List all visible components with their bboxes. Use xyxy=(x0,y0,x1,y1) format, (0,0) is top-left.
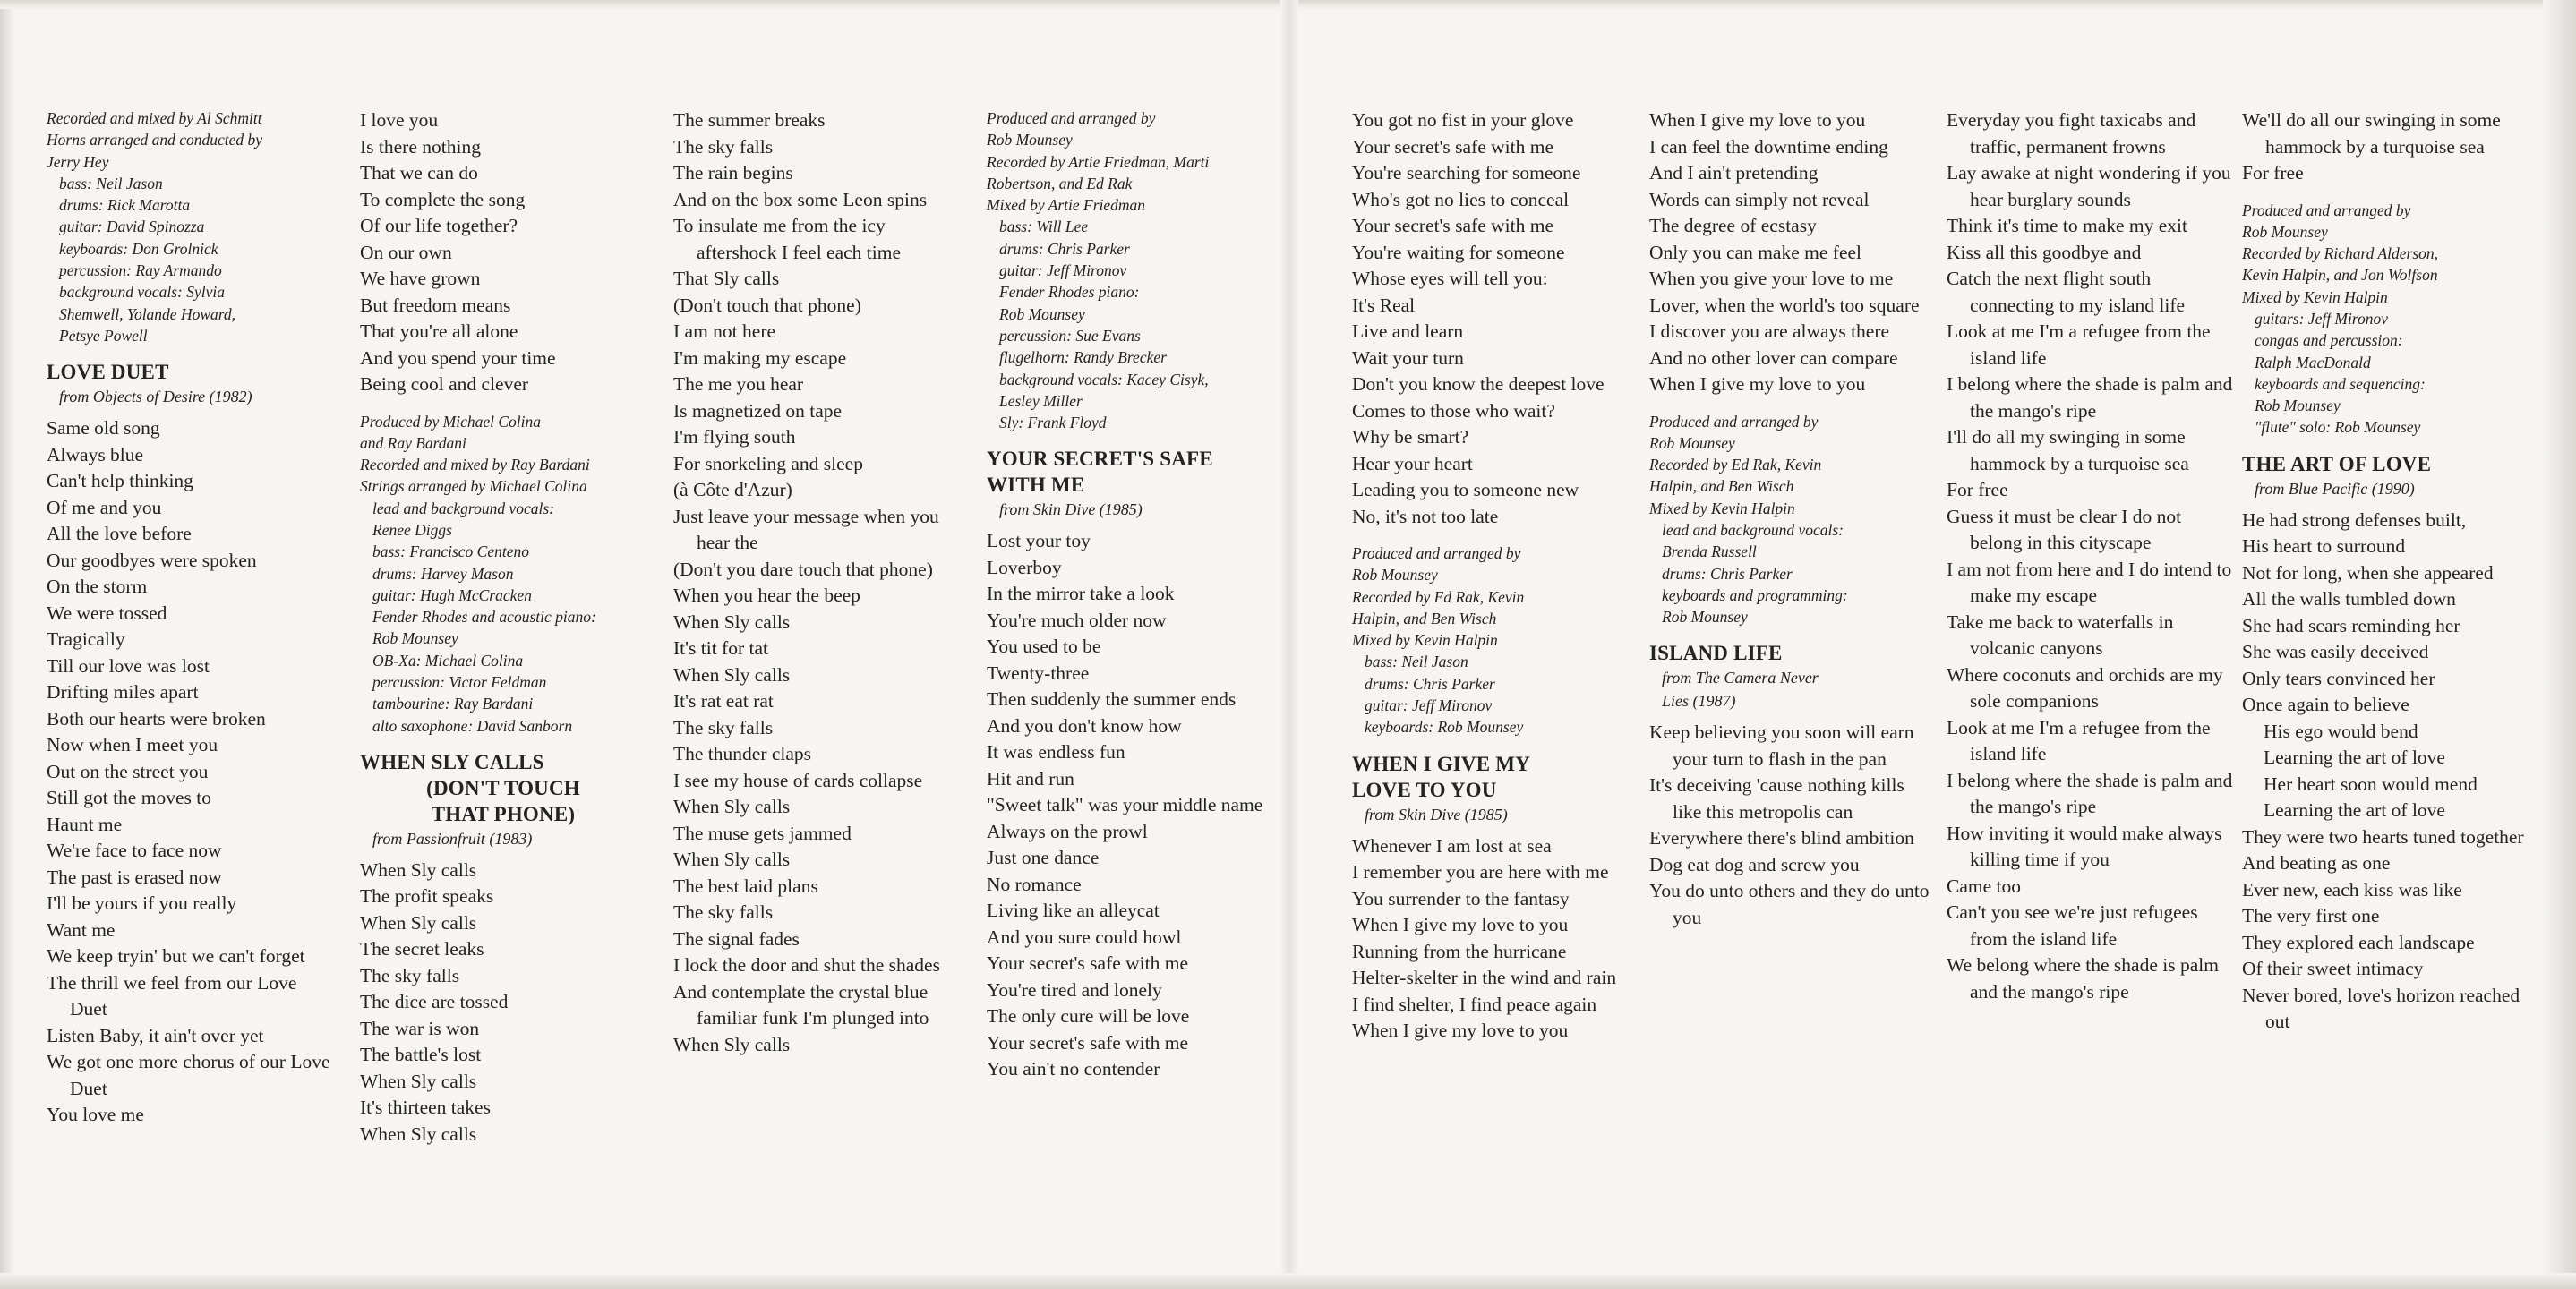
lyric-line: You surrender to the fantasy xyxy=(1352,887,1570,909)
lyric-line: And you sure could howl xyxy=(987,926,1182,948)
credit-line: Produced and arranged by xyxy=(1352,544,1521,562)
song-title: THAT PHONE) xyxy=(431,802,576,825)
lyric-line: Catch the next flight south connecting to my island life xyxy=(1947,268,2186,316)
lyric-line: I'm flying south xyxy=(673,426,796,448)
lyric-line: Drifting miles apart xyxy=(47,681,199,704)
lyric-line: When I give my love to you xyxy=(1352,1020,1569,1042)
column-1 xyxy=(47,107,331,1129)
lyric-line: On our own xyxy=(360,241,452,263)
lyric-line: (Don't touch that phone) xyxy=(673,294,861,316)
lyric-line: When Sly calls xyxy=(360,1123,477,1145)
lyric-line: When Sly calls xyxy=(360,858,477,881)
lyric-line: All the walls tumbled down xyxy=(2242,588,2456,610)
lyric-line: Listen Baby, it ain't over yet xyxy=(47,1024,264,1046)
credit-line: congas and percussion: xyxy=(2255,331,2403,350)
lyric-line: She was easily deceived xyxy=(2242,641,2429,663)
lyric-line: Dog eat dog and screw you xyxy=(1649,853,1860,875)
lyric-line: The best laid plans xyxy=(673,875,818,897)
lyric-line: Running from the hurricane xyxy=(1352,940,1567,962)
lyric-line: And on the box some Leon spins xyxy=(673,188,928,210)
lyric-line: Hear your heart xyxy=(1352,452,1473,474)
lyric-line: The profit speaks xyxy=(360,885,494,908)
credit-line: background vocals: Sylvia xyxy=(59,283,225,302)
lyric-line: Words can simply not reveal xyxy=(1649,188,1870,210)
lyric-line: The sky falls xyxy=(360,964,460,986)
lyric-line: In the mirror take a look xyxy=(987,583,1175,605)
song-source: Lies (1987) xyxy=(1662,692,1736,711)
page-edge-bottom xyxy=(0,1273,2576,1289)
lyric-line: To insulate me from the icy aftershock I feel each time xyxy=(673,215,902,263)
column-6 xyxy=(1649,107,1938,931)
lyric-line: Your secret's safe with me xyxy=(1352,135,1554,158)
lyric-line: Want me xyxy=(47,918,116,941)
credit-line: drums: Chris Parker xyxy=(1662,564,1793,583)
lyric-line: Hit and run xyxy=(987,767,1074,790)
column-8 xyxy=(2242,107,2527,1036)
lyric-line: For snorkeling and sleep xyxy=(673,452,863,474)
credit-line: keyboards: Don Grolnick xyxy=(59,239,218,258)
credit-line: Fender Rhodes piano: xyxy=(999,283,1140,302)
credit-line: Kevin Halpin, and Jon Wolfson xyxy=(2242,266,2438,285)
lyric-line: Lost your toy xyxy=(987,530,1091,552)
lyric-line: The summer breaks xyxy=(673,109,826,131)
lyric-line: Loverboy xyxy=(987,556,1062,578)
spacer xyxy=(47,408,331,415)
lyric-line: You ain't no contender xyxy=(987,1058,1160,1080)
lyric-line: Not for long, when she appeared xyxy=(2242,561,2494,584)
spacer xyxy=(1352,738,1639,751)
lyric-line: You love me xyxy=(47,1104,144,1126)
lyric-line: Helter-skelter in the wind and rain xyxy=(1352,967,1617,989)
lyric-line: How inviting it would make always killing time if you xyxy=(1947,822,2222,870)
credit-line: flugelhorn: Randy Brecker xyxy=(999,348,1167,367)
lyric-line: Still got the moves to xyxy=(47,787,211,809)
lyric-line: For free xyxy=(2242,162,2304,184)
lyric-line: I remember you are here with me xyxy=(1352,861,1609,884)
lyric-line: The secret leaks xyxy=(360,938,484,960)
lyric-line: I am not from here and I do intend to make my escape xyxy=(1947,558,2232,606)
lyric-line: When you hear the beep xyxy=(673,585,860,606)
lyric-line: Who's got no lies to conceal xyxy=(1352,188,1570,210)
lyric-line: Comes to those who wait? xyxy=(1352,399,1555,422)
column-2 xyxy=(360,107,646,1148)
credit-line: Rob Mounsey xyxy=(2255,397,2341,415)
spacer xyxy=(987,433,1273,446)
credit-line: Strings arranged by Michael Colina xyxy=(360,477,587,496)
credit-line: Jerry Hey xyxy=(47,152,109,171)
lyric-line: It's thirteen takes xyxy=(360,1097,491,1119)
lyric-line: (Don't you dare touch that phone) xyxy=(673,558,933,580)
credit-line: percussion: Sue Evans xyxy=(999,326,1141,345)
lyric-line: The thrill we feel from our Love Duet xyxy=(47,971,297,1020)
credit-line: percussion: Victor Feldman xyxy=(372,673,547,692)
credit-line: Produced and arranged by xyxy=(987,109,1156,127)
lyric-line: But freedom means xyxy=(360,294,511,316)
spacer xyxy=(2242,439,2527,451)
lyric-line: The sky falls xyxy=(673,716,774,738)
credit-line: drums: Rick Marotta xyxy=(59,196,191,215)
lyric-line: The sky falls xyxy=(673,135,774,158)
credit-line: Petsye Powell xyxy=(59,326,148,345)
lyric-line: When Sly calls xyxy=(673,1033,791,1055)
lyric-line: We were tossed xyxy=(47,602,167,624)
lyric-line: Out on the street you xyxy=(47,760,209,782)
credit-line: Halpin, and Ben Wisch xyxy=(1649,477,1794,496)
lyric-line: Look at me I'm a refugee from the island life xyxy=(1947,320,2211,369)
lyric-line: And you spend your time xyxy=(360,346,556,369)
credit-line: Recorded by Richard Alderson, xyxy=(2242,244,2439,263)
credit-line: drums: Chris Parker xyxy=(1365,674,1495,693)
lyric-line: You're tired and lonely xyxy=(987,978,1162,1001)
song-source: from Blue Pacific (1990) xyxy=(2255,479,2415,498)
lyric-line: When you give your love to me xyxy=(1649,268,1894,289)
book-gutter xyxy=(1280,0,1298,1289)
lyric-line: It's rat eat rat xyxy=(673,690,774,712)
lyric-line: I discover you are always there xyxy=(1649,320,1890,342)
credit-line: Halpin, and Ben Wisch xyxy=(1352,609,1497,627)
lyric-line: And you don't know how xyxy=(987,714,1182,737)
lyric-line: Ever new, each kiss was like xyxy=(2242,878,2462,901)
credit-line: Rob Mounsey xyxy=(1649,433,1735,452)
lyric-line: Your secret's safe with me xyxy=(1352,215,1554,236)
lyric-line: They were two hearts tuned together xyxy=(2242,825,2524,848)
credit-line: Renee Diggs xyxy=(372,520,452,539)
credit-line: Recorded and mixed by Ray Bardani xyxy=(360,456,590,474)
lyric-line: Can't help thinking xyxy=(47,470,193,492)
lyric-line: I love you xyxy=(360,109,439,131)
lyric-line: Guess it must be clear I do not belong in this cityscape xyxy=(1947,505,2182,553)
lyric-line: You're much older now xyxy=(987,609,1167,631)
lyric-line: It was endless fun xyxy=(987,741,1125,764)
spacer xyxy=(360,850,646,858)
lyric-line: Lover, when the world's too square xyxy=(1649,294,1920,316)
credit-line: Horns arranged and conducted by xyxy=(47,131,263,149)
lyric-line: Then suddenly the summer ends xyxy=(987,688,1237,711)
lyric-line: We're face to face now xyxy=(47,840,222,862)
credit-line: bass: Will Lee xyxy=(999,218,1089,236)
lyric-line: Don't you know the deepest love xyxy=(1352,373,1605,395)
lyric-line: And no other lover can compare xyxy=(1649,346,1898,369)
credit-line: guitar: Hugh McCracken xyxy=(372,585,532,604)
lyric-line: I am not here xyxy=(673,320,776,342)
lyric-line: The rain begins xyxy=(673,162,793,184)
lyric-line: He had strong defenses built, xyxy=(2242,508,2467,531)
credit-line: Mixed by Kevin Halpin xyxy=(2242,287,2388,306)
song-title: ISLAND LIFE xyxy=(1649,642,1783,665)
lyric-line: Think it's time to make my exit xyxy=(1947,215,2188,236)
credit-line: alto saxophone: David Sanborn xyxy=(372,716,573,735)
lyric-line: It's tit for tat xyxy=(673,637,768,659)
credit-line: keyboards and sequencing: xyxy=(2255,374,2426,393)
song-title: LOVE TO YOU xyxy=(1352,778,1497,801)
song-source: from Passionfruit (1983) xyxy=(372,829,533,848)
lyric-line: All the love before xyxy=(47,523,192,545)
lyric-line: I see my house of cards collapse xyxy=(673,769,923,791)
song-title: WHEN I GIVE MY xyxy=(1352,752,1530,775)
credit-line: lead and background vocals: xyxy=(372,499,554,517)
lyric-line: I'm making my escape xyxy=(673,346,847,369)
credit-line: background vocals: Kacey Cisyk, xyxy=(999,370,1209,388)
lyric-line: Leading you to someone new xyxy=(1352,479,1579,500)
credit-line: bass: Francisco Centeno xyxy=(372,542,529,561)
column-4 xyxy=(987,107,1273,1083)
lyric-line: No romance xyxy=(987,873,1082,895)
lyric-line: Till our love was lost xyxy=(47,654,210,677)
credit-line: lead and background vocals: xyxy=(1662,520,1844,539)
lyric-line: When Sly calls xyxy=(673,796,791,817)
spacer xyxy=(1352,530,1639,542)
lyric-line: We got one more chorus of our Love Duet xyxy=(47,1051,330,1099)
credit-line: Mixed by Kevin Halpin xyxy=(1649,499,1795,517)
lyric-line: Living like an alleycat xyxy=(987,900,1160,922)
credit-line: drums: Harvey Mason xyxy=(372,564,514,583)
lyric-line: Came too xyxy=(1947,875,2021,897)
lyric-line: That Sly calls xyxy=(673,268,780,289)
credit-line: drums: Chris Parker xyxy=(999,239,1130,258)
credit-line: "flute" solo: Rob Mounsey xyxy=(2255,418,2421,437)
credit-line: and Ray Bardani xyxy=(360,433,466,452)
lyric-line: Look at me I'm a refugee from the island life xyxy=(1947,716,2211,764)
credit-line: Rob Mounsey xyxy=(1662,608,1748,627)
lyric-line: Always blue xyxy=(47,443,144,465)
lyric-line: Everyday you fight taxicabs and traffic, permanent frowns xyxy=(1947,109,2196,158)
song-title: THE ART OF LOVE xyxy=(2242,452,2432,475)
lyric-line: Everywhere there's blind ambition xyxy=(1649,827,1914,849)
lyric-line: Keep believing you soon will earn your turn to flash in the pan xyxy=(1649,721,1914,770)
page-edge-left xyxy=(0,0,14,1289)
credit-line: keyboards and programming: xyxy=(1662,585,1848,604)
lyric-line: Same old song xyxy=(47,417,160,440)
lyric-line: Whenever I am lost at sea xyxy=(1352,834,1552,857)
lyric-line: We have grown xyxy=(360,268,481,289)
lyric-line: Just leave your message when you hear the xyxy=(673,505,939,553)
lyric-line: When Sly calls xyxy=(673,849,791,870)
lyric-line: The degree of ecstasy xyxy=(1649,215,1817,236)
credit-line: bass: Neil Jason xyxy=(59,174,163,192)
lyric-line-indented: His ego would bend xyxy=(2264,720,2418,742)
lyric-line: That you're all alone xyxy=(360,320,518,342)
lyric-line: Only you can make me feel xyxy=(1649,241,1862,263)
lyric-line: Is magnetized on tape xyxy=(673,399,843,422)
spacer xyxy=(1649,713,1938,720)
credit-line: Rob Mounsey xyxy=(372,629,458,648)
spacer xyxy=(987,521,1273,528)
lyric-line: Your secret's safe with me xyxy=(987,952,1189,975)
credit-line: Sly: Frank Floyd xyxy=(999,414,1107,432)
credit-line: Rob Mounsey xyxy=(999,304,1085,323)
lyric-line: When I give my love to you xyxy=(1352,914,1569,936)
credit-line: Rob Mounsey xyxy=(1352,566,1438,585)
lyric-line: Now when I meet you xyxy=(47,734,218,756)
lyric-line: You got no fist in your glove xyxy=(1352,109,1574,131)
spacer xyxy=(47,346,331,359)
lyric-line: No, it's not too late xyxy=(1352,505,1499,527)
lyric-line: Being cool and clever xyxy=(360,373,529,395)
lyric-line: Your secret's safe with me xyxy=(987,1031,1189,1054)
credit-line: Recorded by Ed Rak, Kevin xyxy=(1649,456,1822,474)
lyric-line: Take me back to waterfalls in volcanic canyons xyxy=(1947,610,2174,659)
lyric-line: Always on the prowl xyxy=(987,820,1148,842)
credit-line: Recorded by Artie Friedman, Marti xyxy=(987,152,1210,171)
lyric-line: Twenty-three xyxy=(987,662,1090,684)
lyric-line-indented: Learning the art of love xyxy=(2264,799,2445,822)
lyric-line: The past is erased now xyxy=(47,866,222,888)
lyric-line: That we can do xyxy=(360,162,478,184)
credit-line: Produced and arranged by xyxy=(2242,201,2411,219)
lyric-line: Kiss all this goodbye and xyxy=(1947,241,2142,263)
lyric-line: Both our hearts were broken xyxy=(47,707,266,730)
credit-line: Shemwell, Yolande Howard, xyxy=(59,304,236,323)
lyric-line: To complete the song xyxy=(360,188,526,210)
lyric-line: Of their sweet intimacy xyxy=(2242,958,2424,980)
credit-line: percussion: Ray Armando xyxy=(59,261,222,280)
lyric-line: She had scars reminding her xyxy=(2242,614,2460,636)
lyric-line: You're waiting for someone xyxy=(1352,241,1565,263)
lyric-line: When I give my love to you xyxy=(1649,109,1866,131)
column-3 xyxy=(673,107,962,1058)
credit-line: Ralph MacDonald xyxy=(2255,353,2371,371)
spacer xyxy=(1649,398,1938,411)
column-7 xyxy=(1947,107,2235,1005)
lyric-line: I can feel the downtime ending xyxy=(1649,135,1888,158)
credit-line: Fender Rhodes and acoustic piano: xyxy=(372,608,596,627)
lyric-line: When Sly calls xyxy=(360,911,477,934)
credit-line: Recorded by Ed Rak, Kevin xyxy=(1352,587,1525,606)
lyric-line: Of our life together? xyxy=(360,215,518,236)
song-title: (DON'T TOUCH xyxy=(426,776,580,799)
lyric-line: Can't you see we're just refugees from the island life xyxy=(1947,901,2198,950)
lyric-line: When Sly calls xyxy=(360,1070,477,1092)
lyric-line: I'll do all my swinging in some hammock by a turquoise sea xyxy=(1947,426,2189,474)
lyric-line: I belong where the shade is palm and the mango's ripe xyxy=(1947,373,2233,422)
lyric-line: Our goodbyes were spoken xyxy=(47,549,257,571)
spacer xyxy=(1649,627,1938,640)
lyric-line: Tragically xyxy=(47,628,125,651)
spacer xyxy=(360,398,646,411)
spacer xyxy=(360,737,646,749)
song-source: from The Camera Never xyxy=(1662,669,1819,687)
lyric-line: You used to be xyxy=(987,636,1101,658)
lyric-line: When I give my love to you xyxy=(1649,373,1866,395)
lyric-line: Haunt me xyxy=(47,813,123,835)
credit-line: Mixed by Artie Friedman xyxy=(987,196,1146,215)
lyric-line: You're searching for someone xyxy=(1352,162,1581,184)
lyric-line: I find shelter, I find peace again xyxy=(1352,993,1597,1015)
lyric-line: We belong where the shade is palm and the mango's ripe xyxy=(1947,954,2219,1003)
lyric-line: We'll do all our swinging in some hammock by a turquoise sea xyxy=(2242,109,2501,158)
lyric-line: The dice are tossed xyxy=(360,991,509,1013)
credit-line: Produced and arranged by xyxy=(1649,412,1819,431)
lyric-line: It's Real xyxy=(1352,294,1416,316)
credit-line: guitar: Jeff Mironov xyxy=(1365,696,1493,715)
column-5 xyxy=(1352,107,1639,1045)
credit-line: Mixed by Kevin Halpin xyxy=(1352,631,1498,650)
lyric-line: And beating as one xyxy=(2242,852,2391,875)
song-source: from Skin Dive (1985) xyxy=(999,500,1143,519)
lyric-line: Never bored, love's horizon reached out xyxy=(2242,984,2520,1033)
spacer xyxy=(2242,500,2527,508)
lyric-line-indented: Learning the art of love xyxy=(2264,747,2445,769)
lyric-line: I'll be yours if you really xyxy=(47,892,237,915)
lyric-line: The very first one xyxy=(2242,905,2380,927)
credit-line: guitar: David Spinozza xyxy=(59,218,205,236)
lyric-line: Live and learn xyxy=(1352,320,1464,342)
spacer xyxy=(1352,826,1639,833)
credit-line: guitars: Jeff Mironov xyxy=(2255,309,2389,328)
credit-line: Recorded and mixed by Al Schmitt xyxy=(47,109,262,127)
credit-line: Rob Mounsey xyxy=(987,131,1073,149)
song-title: LOVE DUET xyxy=(47,361,169,384)
lyric-line: You do unto others and they do unto you xyxy=(1649,880,1930,928)
page-edge-right xyxy=(2543,0,2576,1289)
song-title: WITH ME xyxy=(987,474,1085,497)
lyric-line: Where coconuts and orchids are my sole companions xyxy=(1947,663,2223,712)
lyric-line: The war is won xyxy=(360,1017,480,1039)
song-source: from Skin Dive (1985) xyxy=(1365,805,1508,824)
lyric-line: The only cure will be love xyxy=(987,1005,1190,1028)
spacer xyxy=(2242,187,2527,200)
lyric-line: Just one dance xyxy=(987,847,1100,869)
lyric-line: (à Côte d'Azur) xyxy=(673,479,792,500)
lyric-line: The me you hear xyxy=(673,373,804,395)
lyric-line-indented: Her heart soon would mend xyxy=(2264,773,2478,795)
lyric-line: And contemplate the crystal blue familiar funk I'm plunged into xyxy=(673,980,929,1029)
credit-line: Brenda Russell xyxy=(1662,542,1757,561)
lyric-line: We keep tryin' but we can't forget xyxy=(47,945,305,968)
credit-line: guitar: Jeff Mironov xyxy=(999,261,1127,280)
lyric-line: The muse gets jammed xyxy=(673,822,852,844)
lyric-line: Whose eyes will tell you: xyxy=(1352,268,1548,289)
lyric-line: Only tears convinced her xyxy=(2242,667,2435,689)
lyric-line: I lock the door and shut the shades xyxy=(673,954,940,976)
lyric-line: Is there nothing xyxy=(360,135,481,158)
credit-line: bass: Neil Jason xyxy=(1365,653,1468,671)
lyric-line: When Sly calls xyxy=(673,663,791,686)
credit-line: OB-Xa: Michael Colina xyxy=(372,651,524,670)
credit-line: tambourine: Ray Bardani xyxy=(372,695,534,713)
song-source: from Objects of Desire (1982) xyxy=(59,388,252,406)
lyric-line: Why be smart? xyxy=(1352,426,1469,448)
lyric-line: The signal fades xyxy=(673,927,800,950)
lyric-line: For free xyxy=(1947,479,2008,500)
lyric-line: "Sweet talk" was your middle name xyxy=(987,794,1263,816)
song-title: YOUR SECRET'S SAFE xyxy=(987,448,1213,471)
song-title: WHEN SLY CALLS xyxy=(360,750,544,773)
credit-line: keyboards: Rob Mounsey xyxy=(1365,718,1524,737)
lyric-line: It's deceiving 'cause nothing kills like this metropolis can xyxy=(1649,774,1904,823)
lyric-line: Of me and you xyxy=(47,496,162,518)
lyric-line: His heart to surround xyxy=(2242,535,2406,558)
lyric-line: The thunder claps xyxy=(673,743,812,764)
lyric-line: Once again to believe xyxy=(2242,694,2409,716)
lyric-line: They explored each landscape xyxy=(2242,931,2475,953)
lyric-line: On the storm xyxy=(47,576,148,598)
lyric-line: And I ain't pretending xyxy=(1649,162,1819,184)
lyric-line: Lay awake at night wondering if you hear burglary sounds xyxy=(1947,162,2231,210)
credit-line: Rob Mounsey xyxy=(2242,222,2328,241)
lyric-line: The battle's lost xyxy=(360,1044,482,1066)
lyric-line: Wait your turn xyxy=(1352,346,1464,369)
credit-line: Produced by Michael Colina xyxy=(360,412,542,431)
lyric-line: When Sly calls xyxy=(673,610,791,633)
lyric-line: The sky falls xyxy=(673,901,774,923)
credit-line: Robertson, and Ed Rak xyxy=(987,174,1133,192)
credit-line: Lesley Miller xyxy=(999,391,1083,410)
lyric-line: I belong where the shade is palm and the mango's ripe xyxy=(1947,769,2233,817)
